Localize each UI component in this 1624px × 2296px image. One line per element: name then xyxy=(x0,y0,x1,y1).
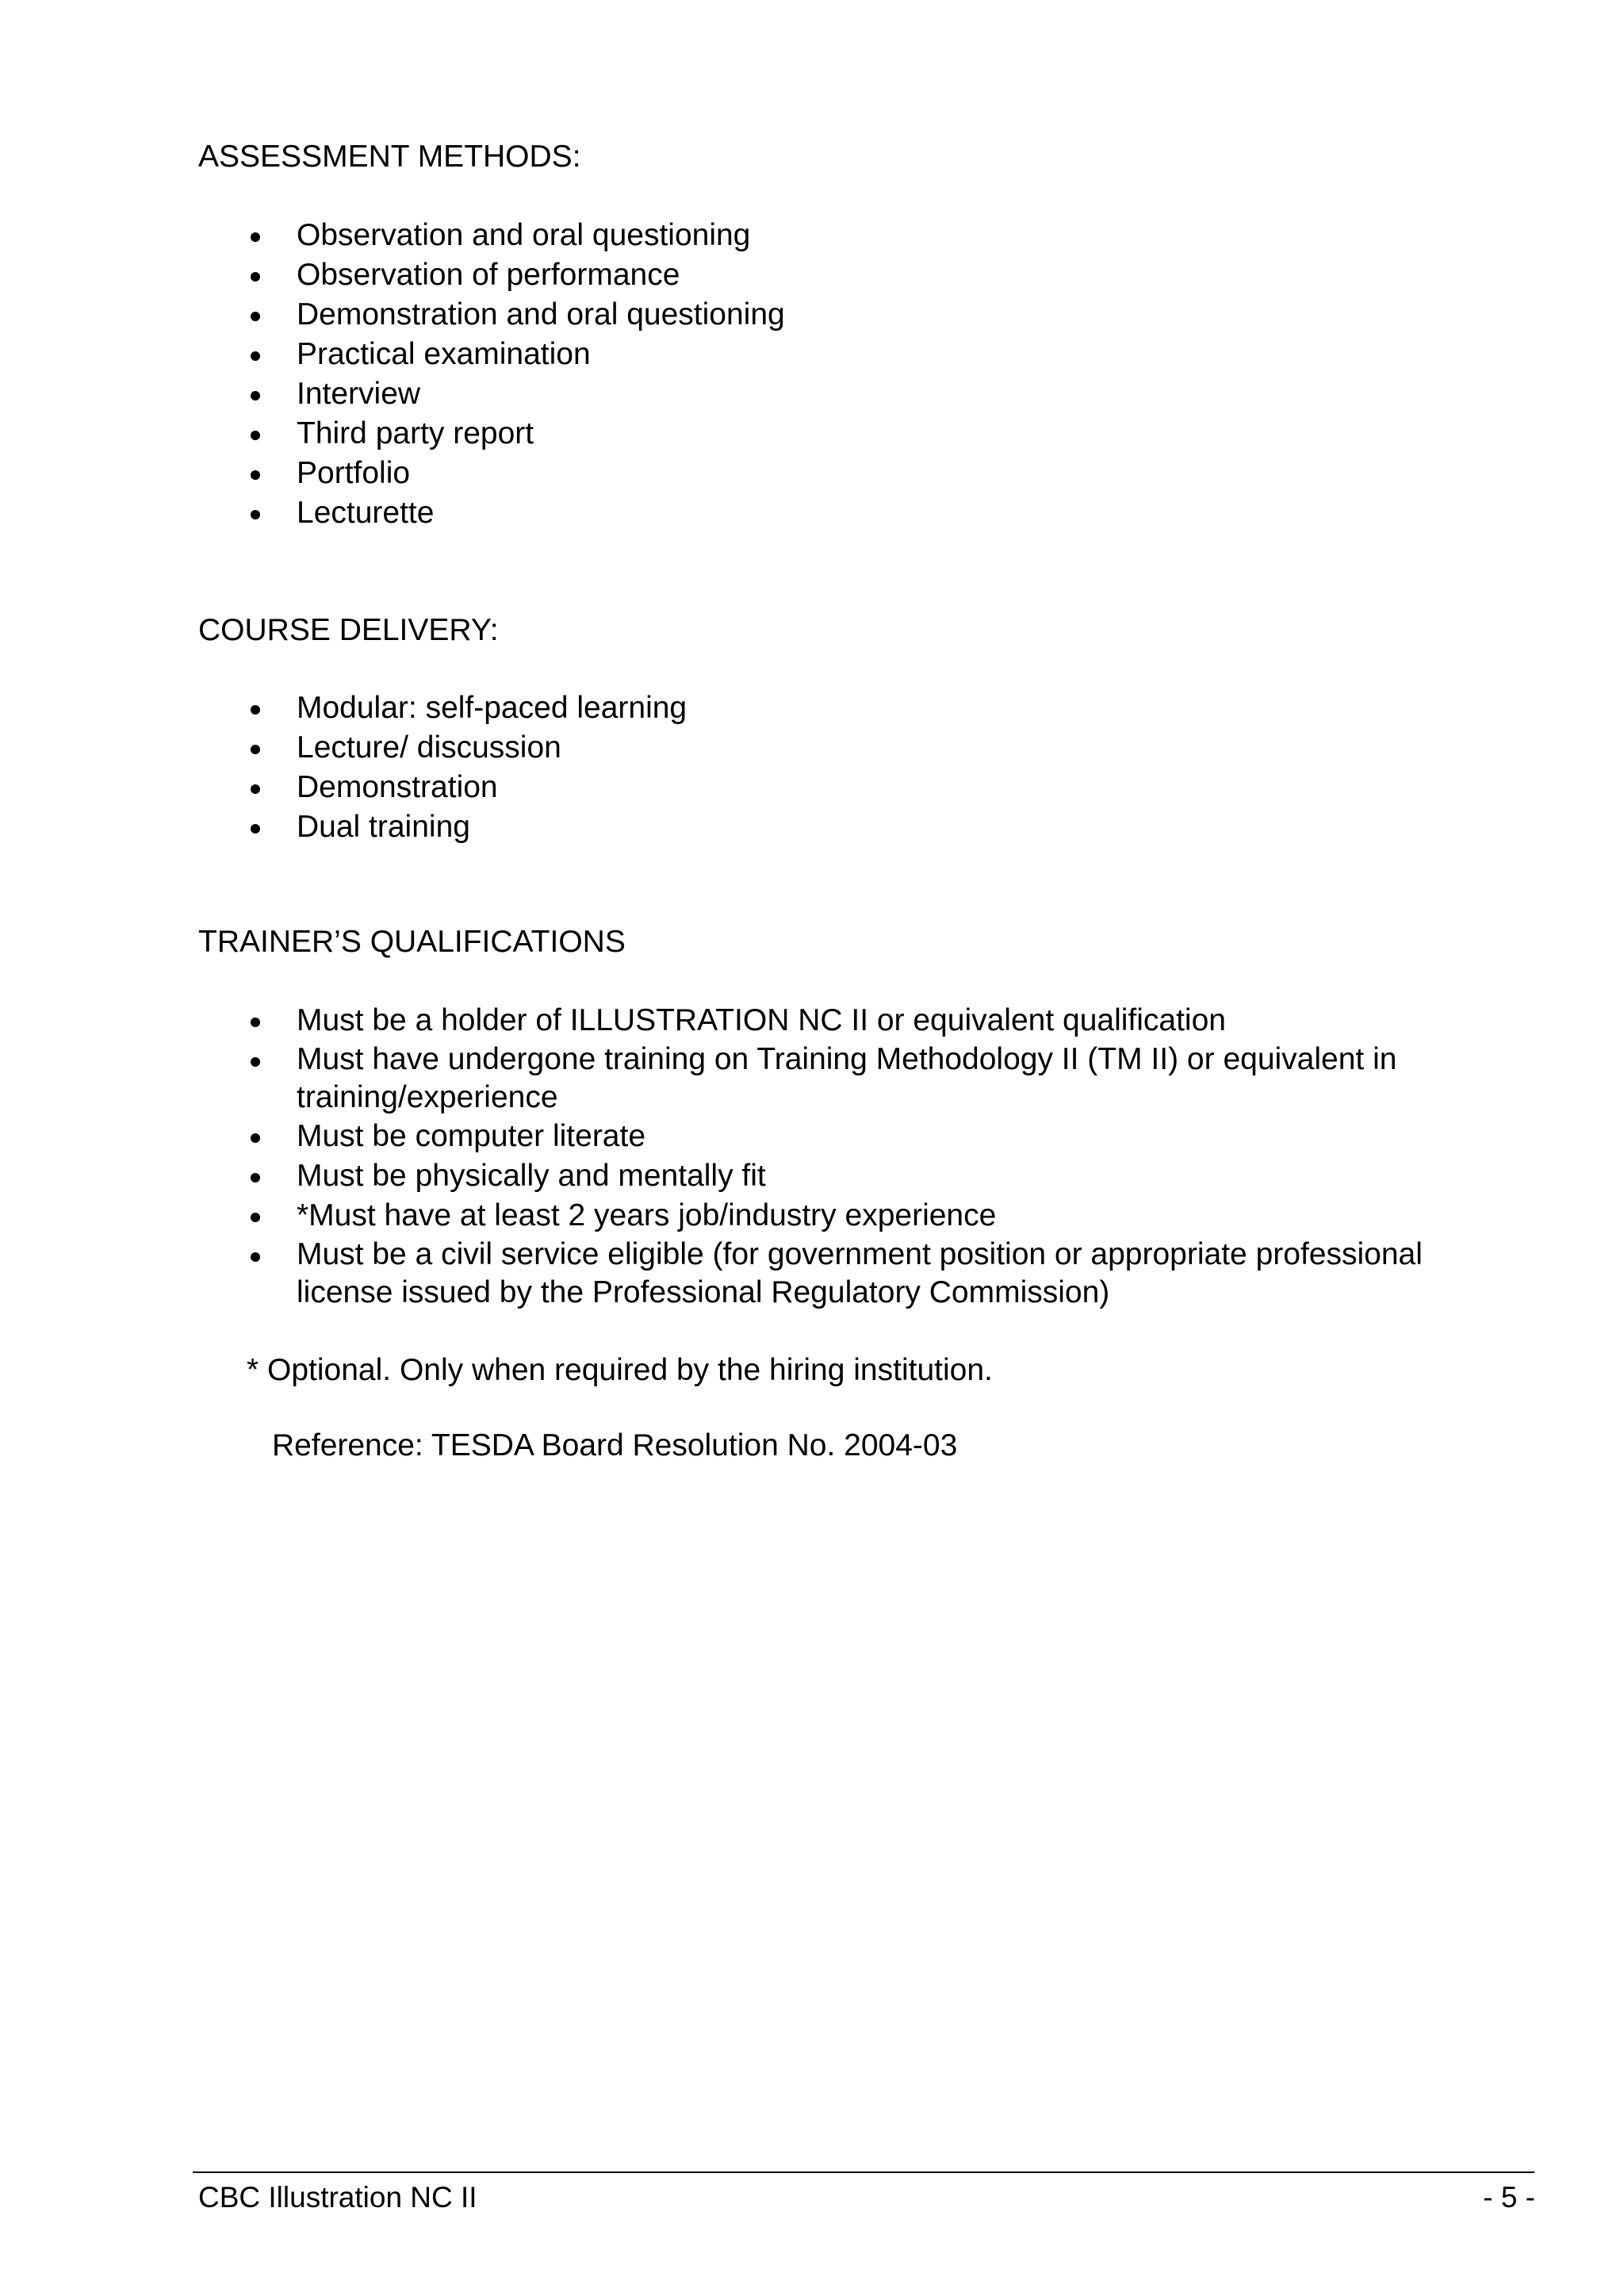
list-item: Modular: self-paced learning xyxy=(0,688,1624,728)
footer-page-number: - 5 - xyxy=(1483,2181,1535,2214)
course-delivery-list xyxy=(0,688,1624,847)
list-item: Demonstration xyxy=(0,768,1624,807)
bullet-icon xyxy=(251,824,260,834)
trainer-qualifications-heading: TRAINER’S QUALIFICATIONS xyxy=(198,925,626,959)
bullet-icon xyxy=(251,1133,260,1143)
list-item: Observation and oral questioning xyxy=(0,216,1624,255)
footer-document-title: CBC Illustration NC II xyxy=(198,2181,477,2214)
bullet-icon xyxy=(251,784,260,794)
list-item: Must be computer literate xyxy=(0,1117,1624,1156)
list-item: Practical examination xyxy=(0,335,1624,374)
list-item: Portfolio xyxy=(0,454,1624,493)
assessment-methods-list xyxy=(0,216,1624,533)
bullet-icon xyxy=(251,312,260,321)
bullet-icon xyxy=(251,1173,260,1182)
trainer-qualifications-list xyxy=(0,1001,1624,1312)
list-item: Third party report xyxy=(0,414,1624,454)
list-item: Interview xyxy=(0,374,1624,414)
list-item: Dual training xyxy=(0,807,1624,847)
list-item: Demonstration and oral questioning xyxy=(0,295,1624,335)
list-item: Lecturette xyxy=(0,493,1624,533)
list-item: *Must have at least 2 years job/industry experience xyxy=(0,1196,1624,1236)
list-item: Must be a holder of ILLUSTRATION NC II or equivalent qualification xyxy=(0,1001,1624,1041)
bullet-icon xyxy=(251,272,260,282)
list-item: Must be a civil service eligible (for government position or appropriate professional license issued by the Professional Regulatory Commission) xyxy=(0,1236,1624,1312)
list-item: Lecture/ discussion xyxy=(0,728,1624,768)
bullet-icon xyxy=(251,705,260,715)
assessment-methods-heading: ASSESSMENT METHODS: xyxy=(198,140,581,174)
bullet-icon xyxy=(251,391,260,401)
course-delivery-heading: COURSE DELIVERY: xyxy=(198,613,499,647)
bullet-icon xyxy=(251,510,260,519)
list-item: Must have undergone training on Training Methodology II (TM II) or equivalent in training/experience xyxy=(0,1041,1624,1117)
list-item: Must be physically and mentally fit xyxy=(0,1156,1624,1196)
optional-note: * Optional. Only when required by the hiring institution. xyxy=(247,1353,993,1387)
list-item: Observation of performance xyxy=(0,255,1624,295)
bullet-icon xyxy=(251,351,260,361)
bullet-icon xyxy=(251,470,260,480)
bullet-icon xyxy=(251,1252,260,1262)
footer-divider xyxy=(193,2171,1534,2173)
bullet-icon xyxy=(251,1057,260,1067)
bullet-icon xyxy=(251,1018,260,1027)
bullet-icon xyxy=(251,431,260,440)
reference-text: Reference: TESDA Board Resolution No. 2004-03 xyxy=(272,1428,958,1462)
bullet-icon xyxy=(251,745,260,754)
bullet-icon xyxy=(251,1213,260,1222)
bullet-icon xyxy=(251,232,260,242)
